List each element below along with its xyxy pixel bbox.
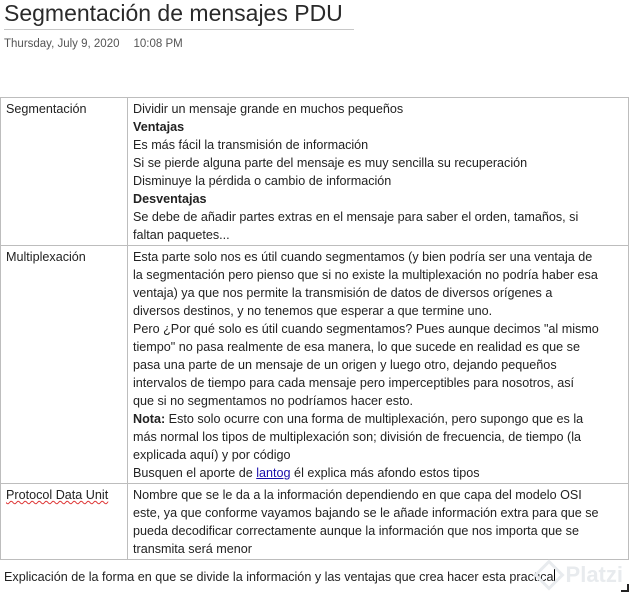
page-title: Segmentación de mensajes PDU (4, 0, 343, 26)
text-line: más normal los tipos de multiplexación son; división de frecuencia, de tiempo (la (133, 430, 582, 444)
text-line: transmita será menor (133, 542, 252, 556)
definition-cell[interactable] (128, 484, 629, 560)
term-cell[interactable] (1, 484, 128, 560)
credit-suffix: él explica más afondo estos tipos (290, 466, 480, 480)
text-line: intervalos de tiempo para cada mensaje pero imperceptibles para nosotros, así (133, 376, 575, 390)
note-label: Nota: (133, 412, 166, 426)
text-line: ventaja) ya que nos permite la transmisión de datos de diversos orígenes a (133, 286, 553, 300)
term-label: Protocol Data Unit (6, 488, 109, 502)
text-line: Es más fácil la transmisión de información (133, 138, 369, 152)
text-line: este, ya que conforme vayamos bajando se le añade información extra para que se (133, 506, 599, 520)
text-line: explicada aquí) y por código (133, 448, 291, 462)
platzi-logo-icon (533, 559, 564, 590)
text-line: faltan paquetes... (133, 228, 230, 242)
page-date: Thursday, July 9, 2020 (4, 38, 120, 50)
text-line: diversos destinos, y no tenemos que esperar a que termine uno. (133, 304, 493, 318)
text-line: pueda decodificar correctamente aunque la información que nos importa que se (133, 524, 579, 538)
text-line: la segmentación pero pienso que si no existe la multiplexación no podría haber esa (133, 268, 598, 282)
note-line (133, 410, 624, 428)
text-line: Disminuye la pérdida o cambio de información (133, 174, 392, 188)
title-divider (4, 29, 354, 30)
table-row-segmentacion (1, 98, 629, 246)
text-line: pasa una parte de un mensaje de un origen y luego otro, dejando pequeños (133, 358, 557, 372)
table-row-multiplexacion (1, 246, 629, 484)
text-line: Si se pierde alguna parte del mensaje es muy sencilla su recuperación (133, 156, 528, 170)
text-line: tiempo" no pasa realmente de esa manera, lo que sucede en realidad es que se (133, 340, 580, 354)
table-row-pdu (1, 484, 629, 560)
resize-corner-icon[interactable] (621, 584, 629, 592)
user-link-lantog[interactable]: lantog (256, 466, 291, 480)
term-cell[interactable] (1, 246, 128, 484)
watermark-text: Platzi (565, 562, 623, 587)
definition-cell[interactable] (128, 98, 629, 246)
text-line: Pero ¿Por qué solo es útil cuando segmentamos? Pues aunque decimos "al mismo (133, 322, 599, 336)
note-footer-text[interactable] (4, 569, 555, 584)
advantages-heading: Ventajas (133, 120, 185, 134)
text-line: Se debe de añadir partes extras en el mensaje para saber el orden, tamaños, si (133, 210, 579, 224)
page-timestamp (4, 38, 183, 50)
disadvantages-heading: Desventajas (133, 192, 207, 206)
credit-prefix: Busquen el aporte de (133, 466, 257, 480)
text-line: Dividir un mensaje grande en muchos pequeños (133, 102, 404, 116)
text-line: Esta parte solo nos es útil cuando segmentamos (y bien podría ser una ventaja de (133, 250, 593, 264)
definition-cell[interactable] (128, 246, 629, 484)
term-label: Segmentación (6, 102, 87, 116)
platzi-watermark (538, 562, 623, 588)
text-line: Nombre que se le da a la información dependiendo en que capa del modelo OSI (133, 488, 582, 502)
term-label: Multiplexación (6, 250, 86, 264)
text-line: que si no segmentamos no podríamos hacer esto. (133, 394, 414, 408)
footer-text: Explicación de la forma en que se divide la información y las ventajas que crea hacer esta practica (4, 570, 554, 584)
credit-line (133, 464, 624, 482)
page-time: 10:08 PM (133, 38, 183, 50)
term-cell[interactable] (1, 98, 128, 246)
notes-table[interactable] (0, 97, 629, 560)
note-text: Esto solo ocurre con una forma de multiplexación, pero supongo que es la (165, 412, 584, 426)
